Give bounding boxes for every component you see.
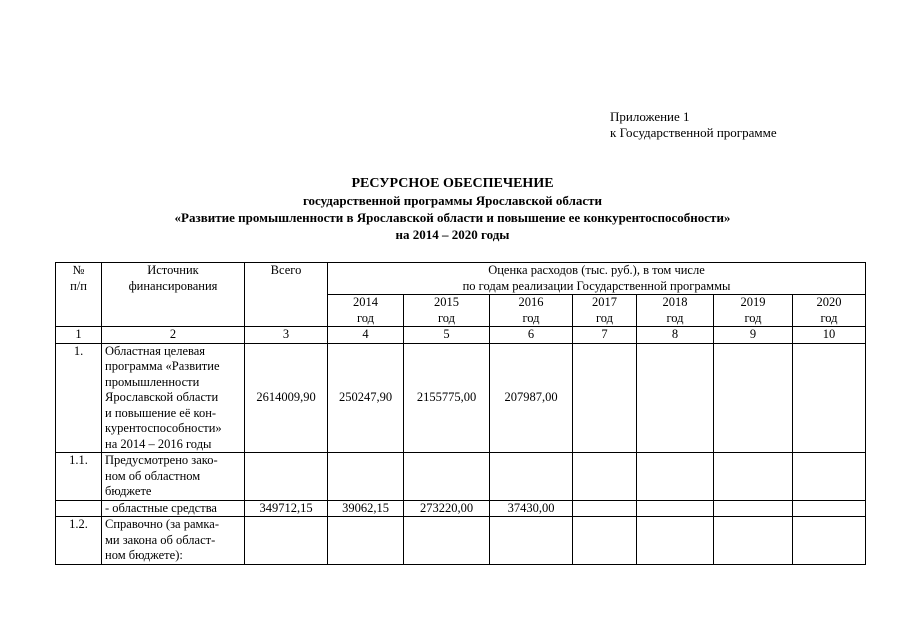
source-line: программа «Развитие bbox=[105, 359, 220, 373]
row-number: 1.2. bbox=[56, 517, 102, 565]
value-2016: 207987,00 bbox=[490, 343, 573, 453]
value-2015: 273220,00 bbox=[404, 500, 490, 517]
row-number: 1.1. bbox=[56, 453, 102, 501]
header-num-line-2: п/п bbox=[70, 278, 87, 293]
source-line: курентоспособности» bbox=[105, 421, 222, 435]
table-row bbox=[56, 500, 866, 517]
col-number: 8 bbox=[637, 327, 714, 344]
year-unit: год bbox=[744, 310, 762, 325]
value-2014 bbox=[328, 517, 404, 565]
year-label: 2020 bbox=[816, 295, 842, 309]
title-line-1: РЕСУРСНОЕ ОБЕСПЕЧЕНИЕ bbox=[351, 176, 554, 191]
row-total bbox=[245, 517, 328, 565]
value-2018 bbox=[637, 453, 714, 501]
resource-table bbox=[55, 262, 866, 565]
source-line: Ярославской области bbox=[105, 390, 219, 404]
row-total bbox=[245, 453, 328, 501]
annex-line-2: к Государственной программе bbox=[610, 125, 777, 140]
header-estimate-line-1: Оценка расходов (тыс. руб.), в том числе bbox=[488, 263, 705, 277]
col-number: 7 bbox=[573, 327, 637, 344]
row-number: 1. bbox=[56, 343, 102, 453]
source-line: промышленности bbox=[105, 374, 200, 389]
year-label: 2019 bbox=[740, 295, 766, 309]
column-number-row bbox=[56, 327, 866, 344]
source-line: Областная целевая bbox=[105, 343, 206, 358]
source-line: ном бюджете): bbox=[105, 548, 183, 562]
header-source-line-2: финансирования bbox=[128, 278, 218, 293]
value-2015 bbox=[404, 453, 490, 501]
table-row bbox=[56, 453, 866, 501]
year-unit: год bbox=[595, 310, 614, 325]
value-2014: 39062,15 bbox=[328, 500, 404, 517]
header-year-2019 bbox=[714, 295, 793, 327]
value-2020 bbox=[793, 343, 866, 453]
value-2016: 37430,00 bbox=[490, 500, 573, 517]
row-source bbox=[102, 343, 245, 453]
source-line: бюджете bbox=[105, 484, 152, 498]
value-2020 bbox=[793, 500, 866, 517]
header-row-1 bbox=[56, 263, 866, 295]
source-line: - областные средства bbox=[105, 500, 217, 515]
value-2020 bbox=[793, 453, 866, 501]
value-2014: 250247,90 bbox=[328, 343, 404, 453]
col-number: 2 bbox=[102, 327, 245, 344]
row-total: 2614009,90 bbox=[245, 343, 328, 453]
source-line: Предусмотрено зако- bbox=[105, 453, 218, 467]
row-total: 349712,15 bbox=[245, 500, 328, 517]
value-2019 bbox=[714, 500, 793, 517]
value-2016 bbox=[490, 453, 573, 501]
header-estimate-line-2: по годам реализации Государственной программы bbox=[462, 278, 731, 293]
value-2016 bbox=[490, 517, 573, 565]
header-year-2014 bbox=[328, 295, 404, 327]
header-num bbox=[56, 263, 102, 327]
value-2015: 2155775,00 bbox=[404, 343, 490, 453]
annex-line-1: Приложение 1 bbox=[610, 109, 690, 124]
header-year-2020 bbox=[793, 295, 866, 327]
col-number: 3 bbox=[245, 327, 328, 344]
value-2019 bbox=[714, 343, 793, 453]
source-line: Справочно (за рамка- bbox=[105, 517, 219, 531]
col-number: 10 bbox=[793, 327, 866, 344]
year-unit: год bbox=[522, 310, 540, 325]
year-unit: год bbox=[437, 310, 456, 325]
value-2015 bbox=[404, 517, 490, 565]
col-number: 9 bbox=[714, 327, 793, 344]
row-number bbox=[56, 500, 102, 517]
table-row bbox=[56, 517, 866, 565]
header-year-2018 bbox=[637, 295, 714, 327]
year-label: 2014 bbox=[353, 295, 378, 309]
source-line: и повышение её кон- bbox=[105, 405, 217, 420]
year-label: 2017 bbox=[592, 295, 617, 309]
annex-note bbox=[610, 109, 777, 141]
value-2020 bbox=[793, 517, 866, 565]
col-number: 1 bbox=[56, 327, 102, 344]
source-line: ном об областном bbox=[105, 468, 201, 483]
year-label: 2018 bbox=[662, 295, 688, 309]
col-number: 4 bbox=[328, 327, 404, 344]
header-source-line-1: Источник bbox=[147, 263, 199, 277]
value-2018 bbox=[637, 343, 714, 453]
document-title bbox=[0, 175, 905, 243]
value-2017 bbox=[573, 500, 637, 517]
header-total: Всего bbox=[245, 263, 328, 327]
value-2014 bbox=[328, 453, 404, 501]
source-line: ми закона об област- bbox=[105, 532, 216, 547]
year-label: 2015 bbox=[434, 295, 459, 309]
header-year-2017 bbox=[573, 295, 637, 327]
table-row bbox=[56, 343, 866, 453]
header-num-line-1: № bbox=[72, 263, 85, 277]
header-estimate bbox=[328, 263, 866, 295]
row-source bbox=[102, 500, 245, 517]
value-2019 bbox=[714, 517, 793, 565]
title-line-3: «Развитие промышленности в Ярославской области и повышение ее конкурентоспособности» bbox=[174, 210, 731, 225]
title-line-4: на 2014 – 2020 годы bbox=[395, 227, 510, 242]
value-2017 bbox=[573, 343, 637, 453]
header-year-2016 bbox=[490, 295, 573, 327]
col-number: 6 bbox=[490, 327, 573, 344]
header-source bbox=[102, 263, 245, 327]
year-unit: год bbox=[356, 310, 375, 325]
source-line: на 2014 – 2016 годы bbox=[105, 436, 212, 451]
col-number: 5 bbox=[404, 327, 490, 344]
year-label: 2016 bbox=[518, 295, 544, 309]
value-2018 bbox=[637, 500, 714, 517]
value-2018 bbox=[637, 517, 714, 565]
value-2019 bbox=[714, 453, 793, 501]
year-unit: год bbox=[666, 310, 684, 325]
year-unit: год bbox=[820, 310, 838, 325]
value-2017 bbox=[573, 453, 637, 501]
header-year-2015 bbox=[404, 295, 490, 327]
row-source bbox=[102, 517, 245, 565]
row-source bbox=[102, 453, 245, 501]
title-line-2: государственной программы Ярославской области bbox=[302, 193, 603, 208]
value-2017 bbox=[573, 517, 637, 565]
